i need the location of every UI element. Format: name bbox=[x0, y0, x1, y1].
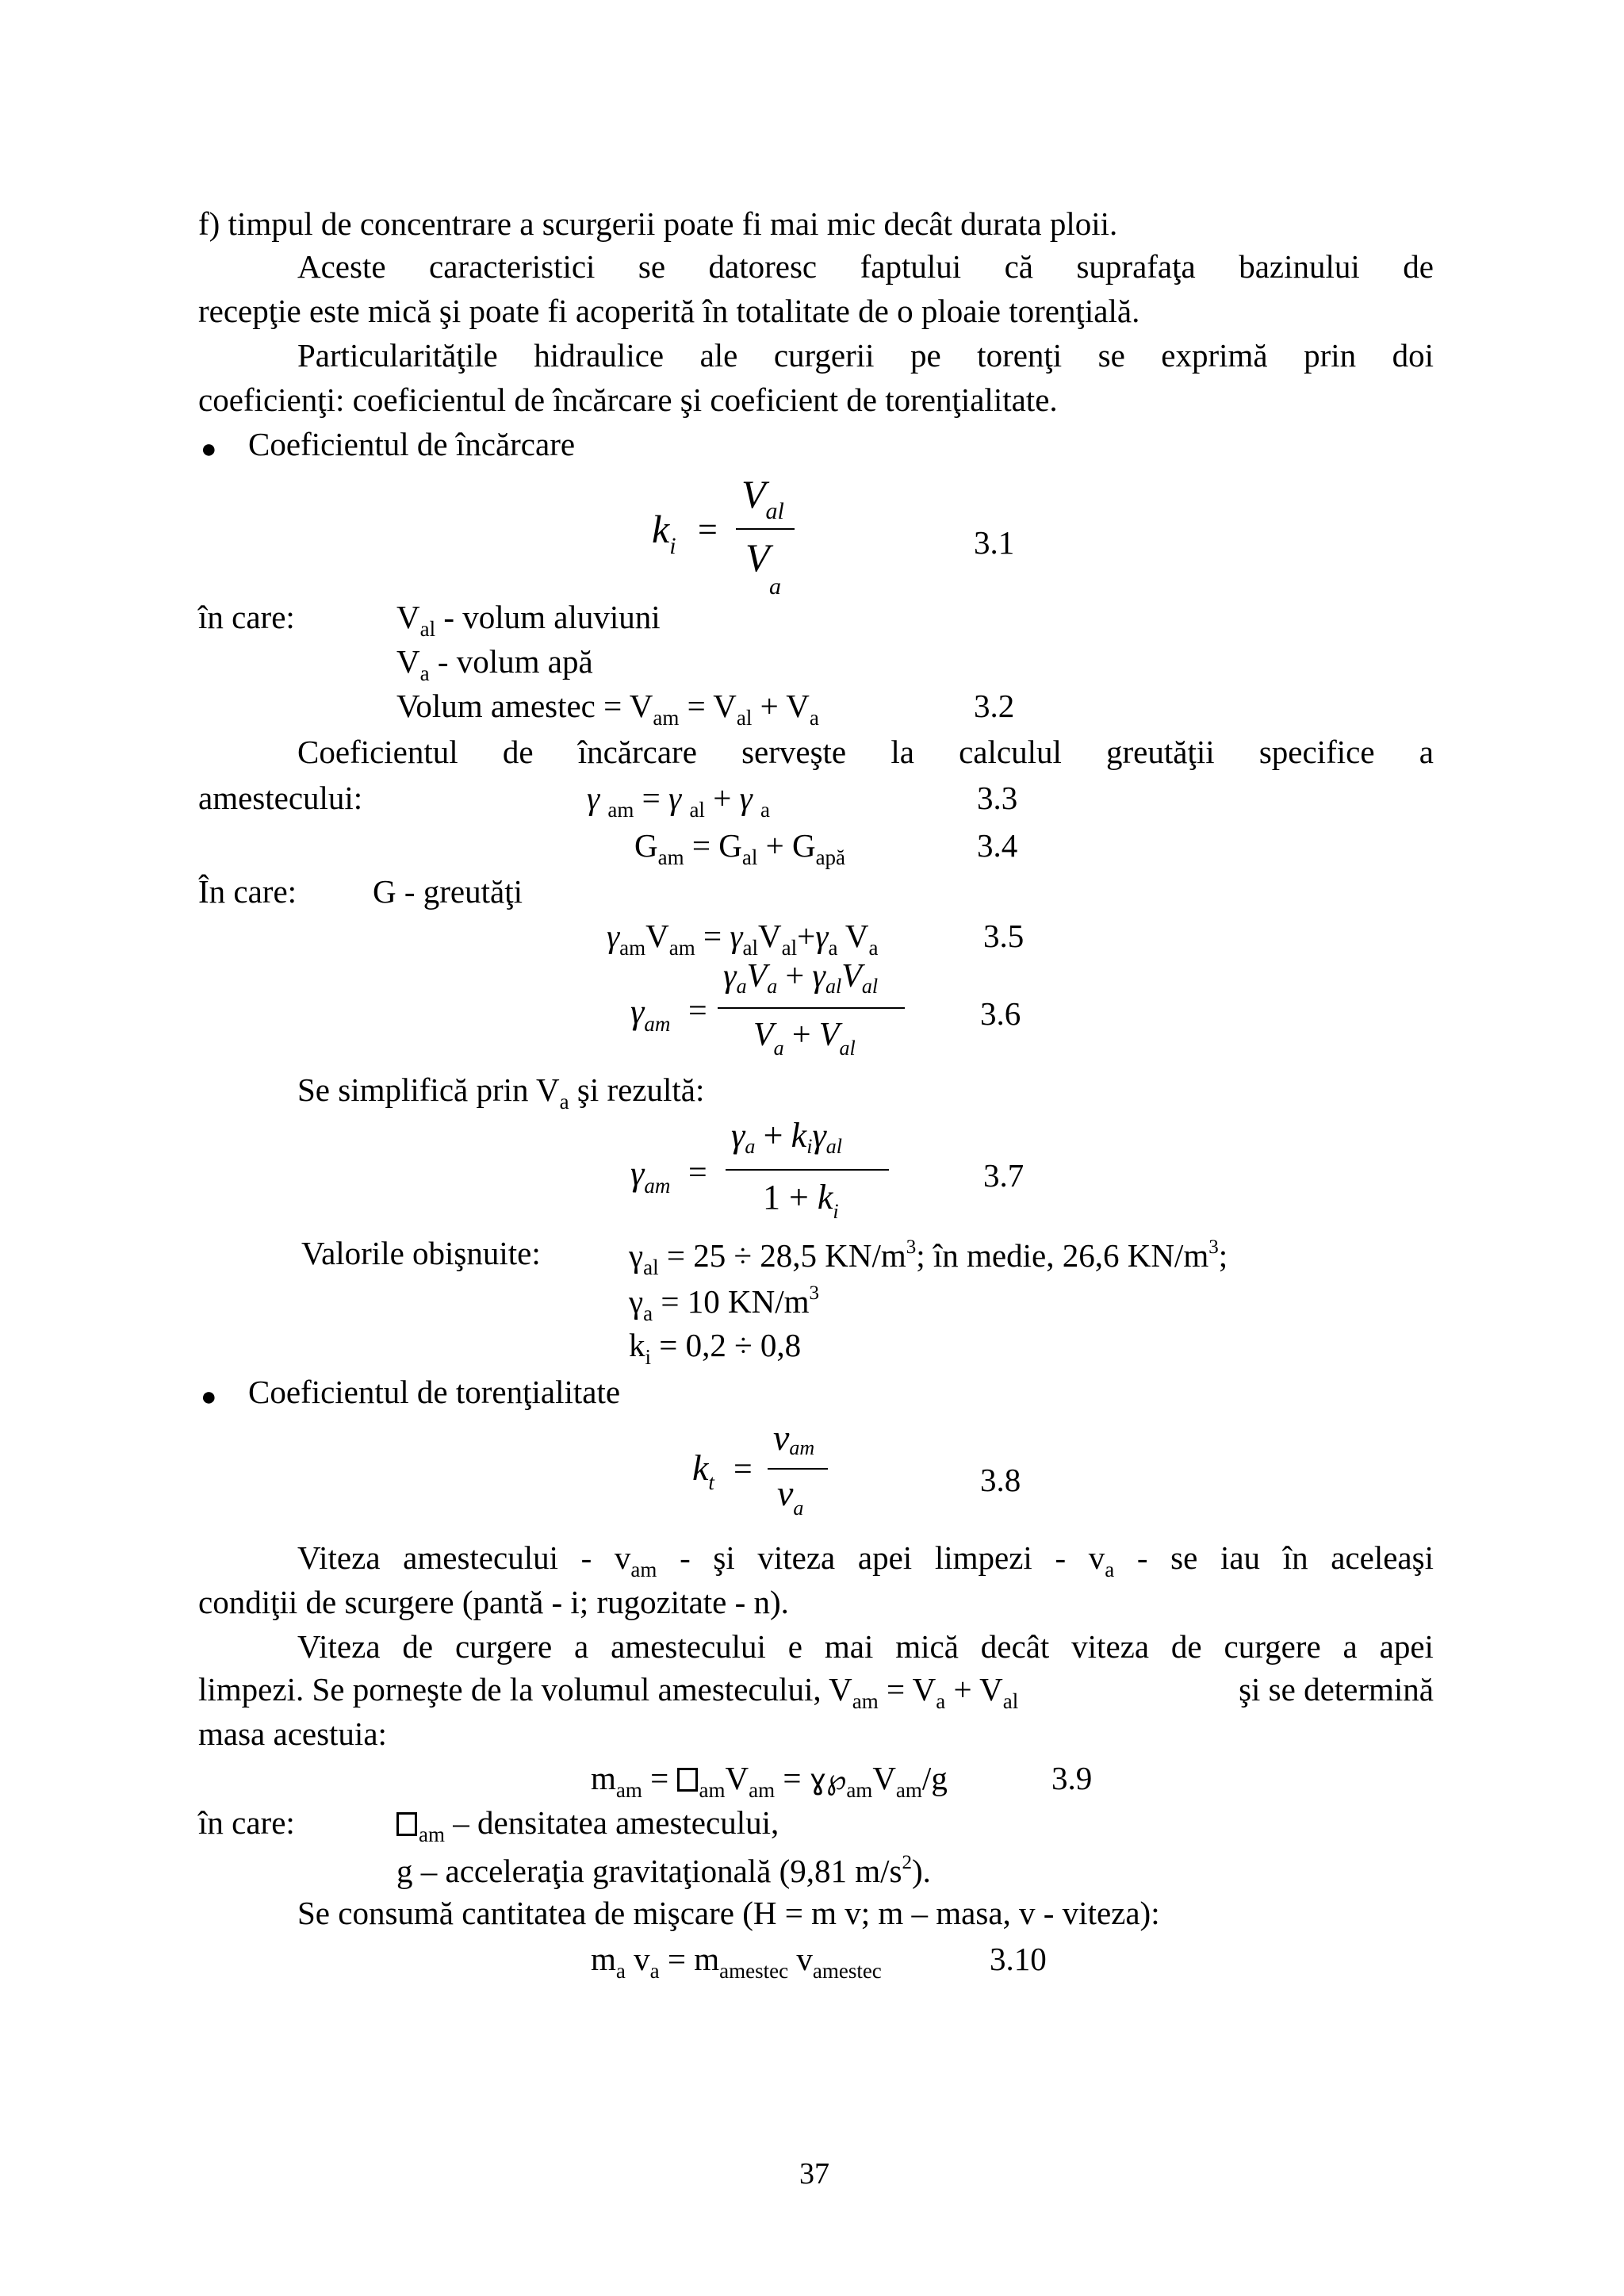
text-line-10: Coeficientul de încărcare serveşte la calculul greutăţii specifice a bbox=[297, 734, 1434, 770]
eq-3-7-equals: = bbox=[688, 1155, 707, 1191]
eq-number-3-1: 3.1 bbox=[974, 524, 1015, 561]
bullet-marker-1: ● bbox=[201, 435, 217, 464]
amestecului-label: amestecului: bbox=[198, 780, 363, 816]
val-definition: $V_{al}$ - volum aluviuni bbox=[396, 599, 661, 641]
eq-3-1-equals: = bbox=[698, 510, 718, 549]
eq-number-3-4: 3.4 bbox=[977, 827, 1018, 864]
g-accel-definition: g – acceleraţia gravitaţională (9,81 $m/s^2$). bbox=[396, 1852, 931, 1889]
eq-number-3-8: 3.8 bbox=[980, 1462, 1021, 1498]
text-line-25: limpezi. Se porneşte de la volumul amestecului, $V_{am} = V_a + V_{al}$ şi se determină bbox=[198, 1671, 1434, 1713]
in-care-label-3: în care: bbox=[198, 1804, 295, 1841]
page-number: 37 bbox=[799, 2157, 829, 2191]
eq-3-7-lhs: $\gamma_{am}$ bbox=[630, 1154, 671, 1198]
text-line-23: condiţii de scurgere (pantă - i; rugozitate - n). bbox=[198, 1584, 789, 1620]
eq-number-3-5: 3.5 bbox=[983, 918, 1025, 954]
simplifica-line: Se simplifică prin $V_a$ şi rezultă: bbox=[297, 1071, 705, 1114]
eq-number-3-2: 3.2 bbox=[974, 688, 1015, 724]
eq-3-6-numerator: γaVa + γalVal bbox=[723, 958, 879, 998]
consuma-line: Se consumă cantitatea de mişcare (H = m v; m – masa, v - viteza): bbox=[297, 1895, 1160, 1931]
ki-value: $k_i = 0,2 \div 0,8$ bbox=[629, 1327, 802, 1369]
text-line-22: Viteza amestecului - $v_{am}$ - şi viteza apei limpezi - $v_a$ - se iau în aceleaşi bbox=[297, 1539, 1434, 1581]
va-definition: $V_a$ - volum apă bbox=[396, 643, 593, 685]
eq-number-3-6: 3.6 bbox=[980, 995, 1021, 1032]
eq-3-6-equals: = bbox=[688, 993, 707, 1029]
bullet-marker-2: ● bbox=[201, 1382, 217, 1412]
eq-number-3-7: 3.7 bbox=[983, 1157, 1025, 1194]
eq-3-6-fraction-bar bbox=[718, 1007, 905, 1009]
eq-3-3: γ $_{am}$ = γ $_{al}$ + γ $_a$ bbox=[587, 780, 770, 822]
text-line-1: f) timpul de concentrare a scurgerii poate fi mai mic decât durata ploii. bbox=[198, 205, 1118, 242]
eq-3-9: $m_{am} = _{am}V_{am}$ = $ɣ℘_{am}V_{am}/g$ bbox=[591, 1760, 948, 1802]
eq-3-1-numerator: $V_{al}$ bbox=[741, 472, 784, 524]
bullet-heading-1: Coeficientul de încărcare bbox=[248, 426, 576, 462]
text-line-24: Viteza de curgere a amestecului e mai mică decât viteza de curgere a apei bbox=[297, 1628, 1434, 1665]
eq-3-8-equals: = bbox=[733, 1451, 753, 1488]
eq-3-6-lhs: $\gamma_{am}$ bbox=[630, 992, 671, 1036]
text-line-4: Particularităţile hidraulice ale curgerii pe torenţi se exprimă prin doi bbox=[297, 337, 1434, 374]
text-line-2: Aceste caracteristici se datoresc faptului că suprafaţa bazinului de bbox=[297, 248, 1434, 285]
text-line-5: coeficienţi: coeficientul de încărcare şi coeficient de torenţialitate. bbox=[198, 381, 1058, 418]
eq-number-3-3: 3.3 bbox=[977, 780, 1018, 816]
gamma-a-value: $\gamma_a = 10$ $KN/m^3$ bbox=[629, 1282, 819, 1325]
eq-3-5: $\gamma_{am}V_{am} = \gamma_{al}V_{al}+\gamma_a$ $V_a$ bbox=[607, 918, 879, 960]
eq-3-8-denominator: $v_a$ bbox=[777, 1473, 804, 1520]
gamma-al-value: $\gamma_{al} = 25 \div 28,5$ $KN/m^3$; în medie, 26,6 $KN/m^3$; bbox=[629, 1236, 1228, 1279]
eq-3-1-denominator: V bbox=[745, 535, 770, 580]
rho-definition: $_{am}$ – densitatea amestecului, bbox=[396, 1807, 779, 1846]
eq-3-1-fraction-bar bbox=[736, 528, 795, 530]
eq-3-7-fraction-bar bbox=[726, 1169, 889, 1171]
volum-amestec-eq: Volum amestec = $V_{am} = V_{al} + V_a$ bbox=[396, 688, 819, 730]
eq-3-7-numerator: γa + kiγal bbox=[731, 1116, 843, 1158]
eq-3-8-numerator: vam bbox=[773, 1417, 815, 1459]
eq-number-3-10: 3.10 bbox=[990, 1941, 1047, 1977]
rho-glyph-box bbox=[677, 1768, 698, 1792]
eq-3-10: $m_a$ $v_a = m_{amestec}$ $v_{amestec}$ bbox=[591, 1941, 882, 1983]
rho-glyph-box-2 bbox=[396, 1812, 417, 1836]
eq-3-7-denominator: $1 + k_i$ bbox=[763, 1178, 839, 1223]
eq-3-8-lhs: $k_t$ bbox=[692, 1447, 714, 1494]
eq-3-1-lhs: $k_i$ bbox=[652, 507, 676, 559]
eq-number-3-9: 3.9 bbox=[1051, 1760, 1093, 1796]
text-line-26: masa acestuia: bbox=[198, 1715, 387, 1752]
in-care-label: în care: bbox=[198, 599, 295, 635]
g-definition: G - greutăţi bbox=[373, 873, 523, 910]
eq-3-1-denominator-sub: a bbox=[769, 573, 781, 600]
eq-3-4: $G_{am} = G_{al} + G_{apă}$ bbox=[634, 827, 846, 869]
valorile-label: Valorile obişnuite: bbox=[301, 1235, 541, 1271]
text-line-3: recepţie este mică şi poate fi acoperită în totalitate de o ploaie torenţială. bbox=[198, 293, 1140, 329]
in-care-label-2: În care: bbox=[198, 873, 297, 910]
eq-3-6-denominator: $V_a + V_{al}$ bbox=[753, 1017, 856, 1060]
eq-3-8-fraction-bar bbox=[768, 1468, 828, 1470]
bullet-heading-2: Coeficientul de torenţialitate bbox=[248, 1374, 621, 1410]
